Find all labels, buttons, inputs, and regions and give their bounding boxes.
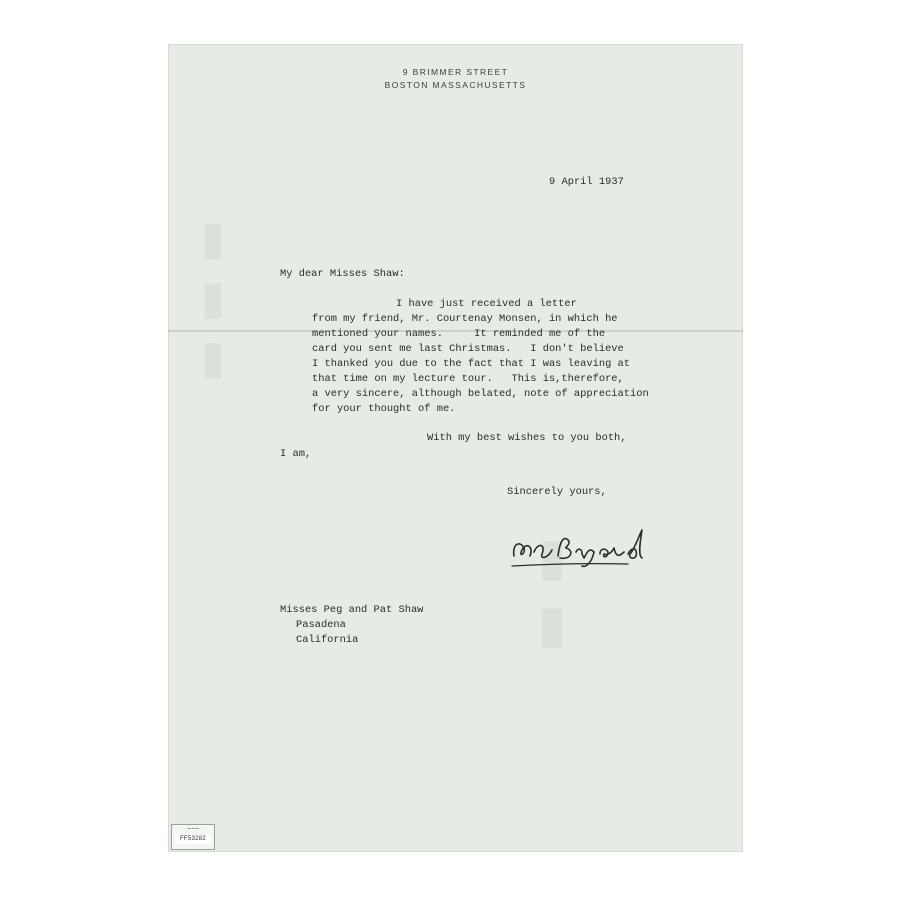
letterhead: [168, 66, 743, 92]
best-wishes: With my best wishes to you both,: [427, 432, 627, 444]
body-line: card you sent me last Christmas. I don't believe: [312, 343, 624, 355]
recipient-state: California: [296, 634, 359, 646]
body-line: a very sincere, although belated, note of appreciation: [312, 388, 649, 400]
recipient-name: Misses Peg and Pat Shaw: [280, 604, 424, 616]
body-line: I have just received a letter: [396, 298, 577, 310]
body-line: I thanked you due to the fact that I was leaving at: [312, 358, 631, 370]
letterhead-street: 9 BRIMMER STREET: [402, 67, 509, 77]
recipient-city: Pasadena: [296, 619, 346, 631]
salutation: My dear Misses Shaw:: [280, 268, 405, 280]
watermark-left: ▬ ▬ ▬: [182, 219, 237, 383]
letterhead-city: BOSTON MASSACHUSETTS: [384, 80, 527, 90]
letter-date: 9 April 1937: [549, 176, 624, 188]
watermark-right: ▬ ▬: [525, 536, 587, 653]
closing: Sincerely yours,: [507, 486, 607, 498]
authentication-logo-icon: ~~~: [186, 826, 200, 833]
authentication-sticker: [171, 824, 215, 850]
signature: [508, 522, 698, 572]
body-line: from my friend, Mr. Courtenay Monsen, in which he: [312, 313, 618, 325]
letter-page: [168, 44, 743, 852]
body-line: that time on my lecture tour. This is,therefore,: [312, 373, 624, 385]
body-line: mentioned your names. It reminded me of the: [312, 328, 606, 340]
body-line: for your thought of me.: [312, 403, 456, 415]
i-am: I am,: [280, 448, 312, 460]
authentication-code: FF53282: [175, 835, 211, 844]
